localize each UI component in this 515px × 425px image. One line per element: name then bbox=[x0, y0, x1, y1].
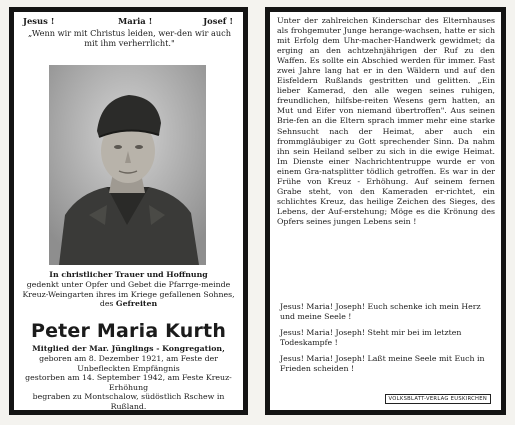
invocation-jesus: Jesus ! bbox=[23, 16, 55, 26]
invocation-josef: Josef ! bbox=[203, 16, 233, 26]
birth-line: geboren am 8. Dezember 1921, am Feste der Unbefleckten Empfängnis bbox=[39, 354, 218, 373]
portrait-photo bbox=[49, 65, 206, 265]
mourning-title: In christlicher Trauer und Hoffnung bbox=[49, 270, 208, 279]
rank-label: Gefreiten bbox=[115, 299, 158, 308]
invocation-header bbox=[14, 16, 243, 28]
publisher-stamp: VOLKSBLATT-VERLAG EUSKIRCHEN bbox=[385, 394, 491, 404]
burial-line: begraben zu Montschalow, südöstlich Rschew in Rußland. bbox=[32, 392, 225, 411]
scripture-quote: „Wenn wir mit Christus leiden, wer-den wir auch mit ihm verherrlicht." bbox=[27, 28, 232, 48]
biography-text: Unter der zahlreichen Kinderschar des Elternhauses als frohgemuter Junge herange-wachsen, hatte er sich mit Erfolg dem Uhr-macher-Handwerk gewidmet; da erging an den achtzehnjährigen der Ruf zu den Waffen. Es sollte ein Abschied werden für immer. Fast zwei Jahre lang hat er in den Wäldern und auf den Eisfeldern Rußlands gestritten und gelitten. „Ein lieber Kamerad, den alle wegen seines ruhigen, freundlichen, hilfsbe-reiten Wesens gern hatten, an Mut und Eifer von niemand übertroffen". Aus seinen Brie-fen an die Eltern sprach immer mehr eine starke Sehnsucht nach der Heimat, aber auch ein frommgläubiger zu Gott sprechender Sinn. Da nahm ihn sein Heiland selber zu sich in die ewige Heimat. Im Dienste einer Nachrichtentruppe wurde er von einem Gra-natsplitter tödlich getroffen. Es war in der Frühe von Kreuz - Erhöhung. Auf seinem fernen Grabe steht, von den Kameraden er-richtet, ein schlichtes Kreuz, das heilige Zeichen des Sieges, des Lebens, der Auf-erstehung; Möge es die Krönung des Opfers seines jungen Lebens sein ! bbox=[277, 16, 495, 226]
commemoration-text bbox=[20, 280, 237, 309]
memorial-card-back bbox=[265, 7, 506, 415]
invocation-maria: Maria ! bbox=[118, 16, 153, 26]
prayer-list bbox=[280, 302, 491, 380]
death-line: gestorben am 14. September 1942, am Feste Kreuz-Erhöhung bbox=[25, 373, 232, 392]
prayer-item: Jesus! Maria! Joseph! Steht mir bei im letzten Todeskampfe ! bbox=[280, 328, 462, 347]
memorial-card-front bbox=[9, 7, 248, 415]
membership-line: Mitglied der Mar. Jünglings - Kongregation, bbox=[32, 344, 225, 353]
deceased-name: Peter Maria Kurth bbox=[30, 320, 227, 342]
soldier-portrait-image bbox=[49, 65, 206, 265]
prayer-item: Jesus! Maria! Joseph! Euch schenke ich mein Herz und meine Seele ! bbox=[280, 302, 481, 321]
prayer-item: Jesus! Maria! Joseph! Laßt meine Seele mit Euch in Frieden scheiden ! bbox=[280, 354, 485, 373]
commemoration-body: gedenkt unter Opfer und Gebet die Pfarrge-meinde Kreuz-Weingarten ihres im Kriege gefallenen Sohnes, des bbox=[22, 280, 235, 308]
